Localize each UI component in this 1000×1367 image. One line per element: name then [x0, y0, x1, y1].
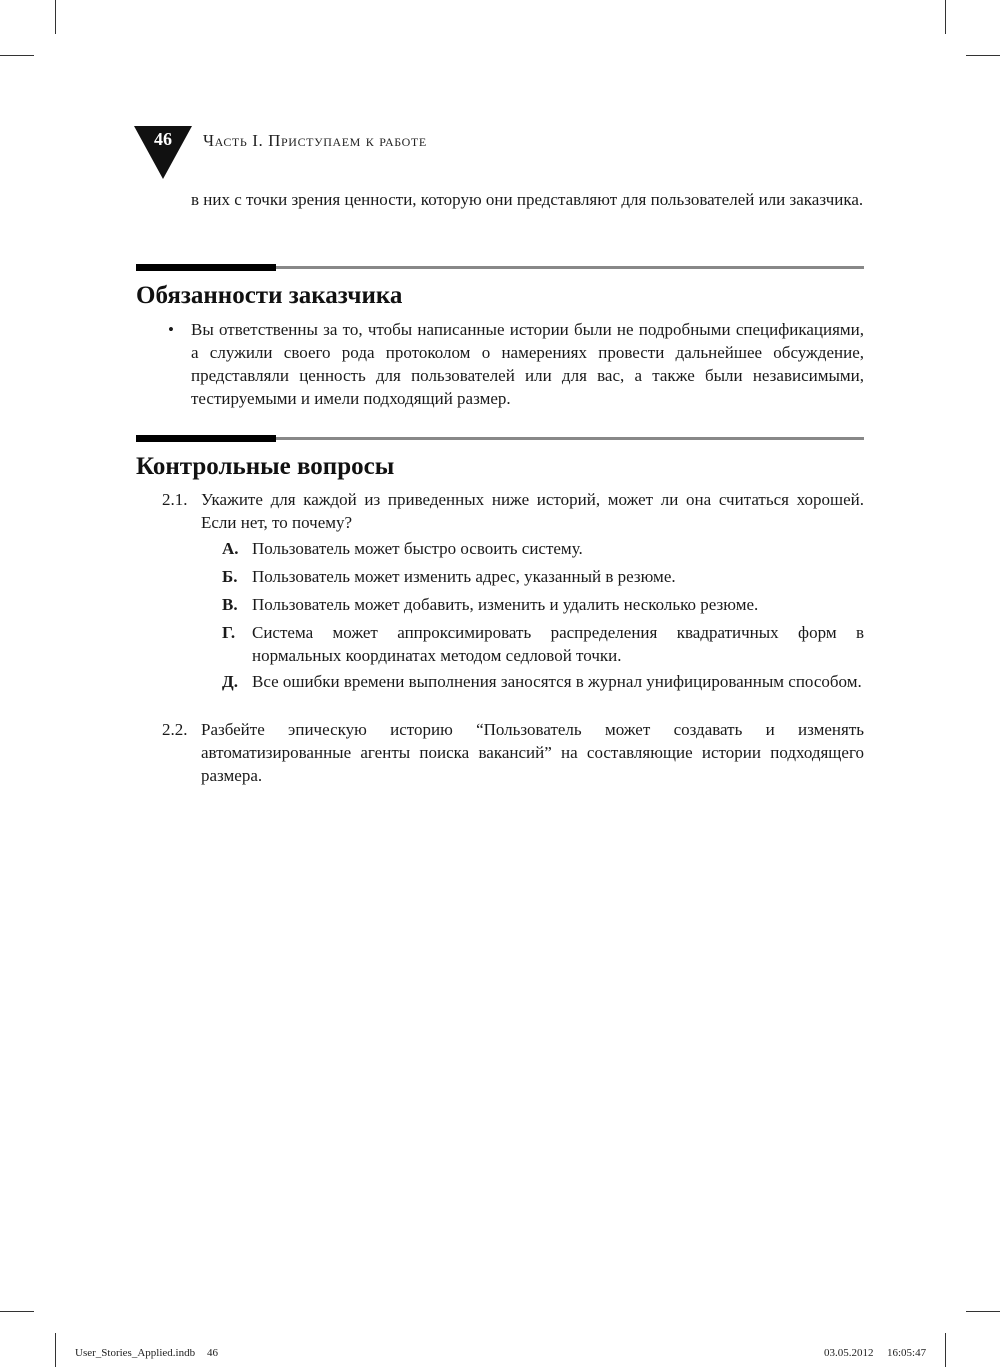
- footer-filename: User_Stories_Applied.indb: [75, 1347, 196, 1359]
- question-number: 2.2.: [162, 720, 188, 739]
- intro-paragraph: в них с точки зрения ценности, которую они представляют для пользователей или заказчика.: [191, 190, 864, 209]
- crop-mark: [0, 55, 34, 56]
- subitem-text: Все ошибки времени выполнения заносятся в журнал унифицированным способом.: [252, 672, 862, 691]
- subitem-text: Пользователь может изменить адрес, указанный в резюме.: [252, 567, 676, 586]
- crop-mark: [945, 1333, 946, 1367]
- bullet-text: Вы ответственны за то, чтобы написанные истории были не подробными спецификациями, а служили своего рода протоколом о намерениях провести дальнейшее обсуждение, представляли ценность для пользователей или для вас, а также были независимыми, тестируемыми и имели подходящий размер.: [191, 320, 864, 408]
- crop-mark: [0, 1311, 34, 1312]
- subitem-letter: Б.: [222, 567, 238, 586]
- question-text: Разбейте эпическую историю “Пользователь может создавать и изменять автоматизированные агенты поиска вакансий” на составляющие истории подходящего размера.: [201, 720, 864, 785]
- crop-mark: [945, 0, 946, 34]
- page-number: 46: [154, 129, 172, 149]
- question-number: 2.1.: [162, 490, 188, 509]
- running-head: Часть I. Приступаем к работе: [203, 131, 427, 150]
- footer-time: 16:05:47: [887, 1347, 927, 1359]
- section-rule-accent: [136, 435, 276, 442]
- question-text: Укажите для каждой из приведенных ниже историй, может ли она считаться хорошей. Если нет, то почему?: [201, 490, 864, 532]
- section-heading: Обязанности заказчика: [136, 282, 403, 309]
- crop-mark: [55, 1333, 56, 1367]
- subitem-text: Система может аппроксимировать распределения квадратичных форм в нормальных координатах методом седловой точки.: [252, 623, 864, 665]
- subitem-text: Пользователь может быстро освоить систему.: [252, 539, 583, 558]
- subitem-letter: А.: [222, 539, 239, 558]
- bullet-marker: •: [168, 320, 174, 339]
- crop-mark: [966, 55, 1000, 56]
- crop-mark: [966, 1311, 1000, 1312]
- crop-mark: [55, 0, 56, 34]
- subitem-letter: В.: [222, 595, 238, 614]
- section-rule-accent: [136, 264, 276, 271]
- footer-page: 46: [207, 1347, 218, 1359]
- subitem-letter: Г.: [222, 623, 236, 642]
- footer-date: 03.05.2012: [824, 1347, 874, 1359]
- subitem-letter: Д.: [222, 672, 238, 691]
- subitem-text: Пользователь может добавить, изменить и удалить несколько резюме.: [252, 595, 759, 614]
- section-heading: Контрольные вопросы: [136, 453, 395, 480]
